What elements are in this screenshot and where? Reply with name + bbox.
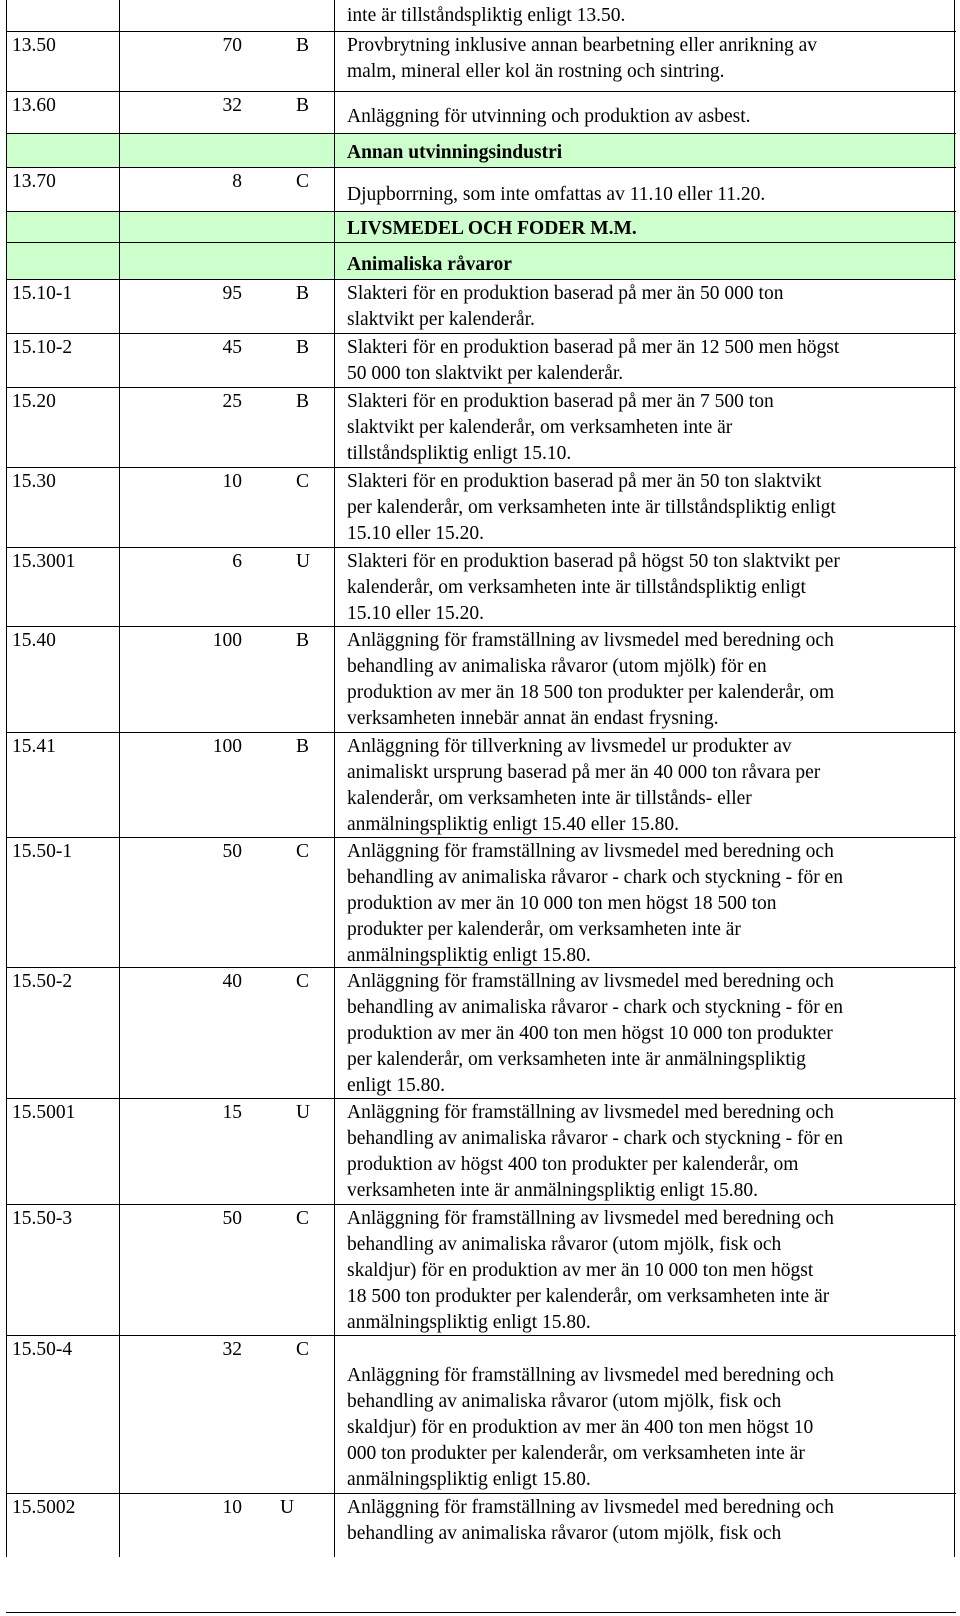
column-divider — [119, 838, 120, 967]
column-divider — [6, 334, 7, 387]
description-line: Djupborrning, som inte omfattas av 11.10 eller 11.20. — [347, 184, 766, 205]
activity-description — [347, 734, 952, 838]
description-line: 000 ton produkter per kalenderår, om verksamheten inte är — [347, 1443, 805, 1464]
description-line: per kalenderår, om verksamheten inte är anmälningspliktig — [347, 1049, 806, 1070]
table-row — [6, 1335, 956, 1493]
description-line: Anläggning för framställning av livsmedel med beredning och — [347, 630, 834, 651]
column-divider — [334, 838, 335, 967]
fee-number: 32 — [222, 1339, 242, 1360]
column-divider — [6, 134, 7, 167]
column-divider — [119, 548, 120, 626]
column-divider — [334, 92, 335, 133]
permit-class: U — [296, 1102, 311, 1123]
fee-number: 95 — [222, 283, 242, 304]
description-line: behandling av animaliska råvaror (utom mjölk, fisk och — [347, 1234, 782, 1255]
column-divider — [954, 168, 955, 211]
column-divider — [119, 627, 120, 732]
activity-description — [347, 469, 952, 547]
description-line: LIVSMEDEL OCH FODER M.M. — [347, 218, 637, 239]
column-divider — [119, 92, 120, 133]
activity-code: 15.50-4 — [12, 1339, 73, 1360]
description-line: Slakteri för en produktion baserad på mer än 7 500 ton — [347, 391, 774, 412]
description-line: Slakteri för en produktion baserad på högst 50 ton slaktvikt per — [347, 551, 840, 572]
table-row — [6, 547, 956, 626]
table-row — [6, 31, 956, 91]
description-line: animaliskt ursprung baserad på mer än 40 000 ton råvara per — [347, 762, 821, 783]
column-divider — [6, 733, 7, 837]
description-line: behandling av animaliska råvaror - chark och styckning - för en — [347, 1128, 843, 1149]
table-row — [6, 167, 956, 211]
description-line: Anläggning för framställning av livsmedel med beredning och — [347, 971, 834, 992]
fee-number: 50 — [222, 841, 242, 862]
column-divider — [954, 388, 955, 467]
description-line: anmälningspliktig enligt 15.40 eller 15.80. — [347, 814, 679, 835]
activity-description — [347, 1206, 952, 1336]
section-heading-row — [6, 211, 956, 242]
permit-class: B — [296, 283, 310, 304]
column-divider — [334, 134, 335, 167]
column-divider — [6, 388, 7, 467]
fee-number: 8 — [232, 171, 242, 192]
column-divider — [119, 280, 120, 333]
column-divider — [334, 968, 335, 1098]
table-row — [6, 467, 956, 547]
description-line: produktion av högst 400 ton produkter per kalenderår, om — [347, 1154, 799, 1175]
description-line: inte är tillståndspliktig enligt 13.50. — [347, 5, 626, 26]
permit-class: B — [296, 35, 310, 56]
column-divider — [119, 733, 120, 837]
column-divider — [334, 212, 335, 242]
activity-code: 13.50 — [12, 35, 56, 56]
activity-code: 13.70 — [12, 171, 56, 192]
column-divider — [954, 1336, 955, 1493]
activity-code: 15.50-2 — [12, 971, 73, 992]
activity-code: 15.41 — [12, 736, 56, 757]
activity-code: 15.30 — [12, 471, 56, 492]
column-divider — [334, 1494, 335, 1557]
fee-number: 40 — [222, 971, 242, 992]
column-divider — [119, 388, 120, 467]
column-divider — [954, 1205, 955, 1335]
column-divider — [334, 280, 335, 333]
activity-code: 15.50-1 — [12, 841, 73, 862]
description-line: behandling av animaliska råvaror (utom mjölk, fisk och — [347, 1523, 782, 1544]
description-line: slaktvikt per kalenderår. — [347, 309, 535, 330]
activity-description — [347, 969, 952, 1099]
column-divider — [119, 1205, 120, 1335]
fee-number: 15 — [222, 1102, 242, 1123]
column-divider — [954, 1099, 955, 1204]
description-line: produktion av mer än 10 000 ton men högst 18 500 ton — [347, 893, 777, 914]
column-divider — [6, 968, 7, 1098]
description-line: produktion av mer än 18 500 ton produkter per kalenderår, om — [347, 682, 835, 703]
table-row — [6, 1493, 956, 1557]
activity-description — [347, 839, 952, 969]
fee-number: 45 — [222, 337, 242, 358]
activity-code: 15.10-1 — [12, 283, 73, 304]
description-line: 15.10 eller 15.20. — [347, 523, 485, 544]
table-row — [6, 967, 956, 1098]
fee-number: 32 — [222, 95, 242, 116]
table-row — [6, 0, 956, 31]
description-line: anmälningspliktig enligt 15.80. — [347, 945, 591, 966]
description-line: verksamheten inte är anmälningspliktig enligt 15.80. — [347, 1180, 759, 1201]
activity-code: 15.50-3 — [12, 1208, 73, 1229]
activity-description — [347, 104, 952, 130]
column-divider — [119, 968, 120, 1098]
column-divider — [954, 32, 955, 91]
permit-class: C — [296, 171, 310, 192]
column-divider — [6, 1494, 7, 1557]
column-divider — [954, 92, 955, 133]
column-divider — [6, 212, 7, 242]
activity-code: 15.3001 — [12, 551, 76, 572]
section-heading-row — [6, 133, 956, 167]
description-line: malm, mineral eller kol än rostning och sintring. — [347, 61, 725, 82]
column-divider — [6, 0, 7, 31]
activity-description — [347, 389, 952, 467]
column-divider — [119, 1336, 120, 1493]
column-divider — [6, 548, 7, 626]
fee-number: 25 — [222, 391, 242, 412]
permit-class: C — [296, 1339, 310, 1360]
column-divider — [954, 134, 955, 167]
column-divider — [6, 468, 7, 547]
column-divider — [954, 838, 955, 967]
activity-description — [347, 281, 952, 333]
activity-description — [347, 1363, 952, 1493]
fee-number: 100 — [212, 630, 242, 651]
permit-class: B — [296, 337, 310, 358]
activity-description — [347, 182, 952, 208]
description-line: behandling av animaliska råvaror (utom mjölk) för en — [347, 656, 767, 677]
description-line: Anläggning för framställning av livsmedel med beredning och — [347, 841, 834, 862]
column-divider — [119, 243, 120, 279]
column-divider — [334, 627, 335, 732]
column-divider — [6, 280, 7, 333]
column-divider — [954, 212, 955, 242]
column-divider — [119, 334, 120, 387]
description-line: behandling av animaliska råvaror - chark och styckning - för en — [347, 867, 843, 888]
description-line: Anläggning för utvinning och produktion av asbest. — [347, 106, 751, 127]
description-line: 15.10 eller 15.20. — [347, 603, 485, 624]
activity-code: 15.5002 — [12, 1497, 76, 1518]
section-heading-row — [6, 242, 956, 279]
table-row — [6, 626, 956, 732]
column-divider — [954, 243, 955, 279]
column-divider — [334, 1099, 335, 1204]
description-line: slaktvikt per kalenderår, om verksamheten inte är — [347, 417, 733, 438]
column-divider — [954, 0, 955, 31]
activity-code: 15.10-2 — [12, 337, 73, 358]
activity-code: 13.60 — [12, 95, 56, 116]
table-row — [6, 837, 956, 967]
column-divider — [6, 1205, 7, 1335]
table-bottom-border — [6, 1612, 956, 1613]
description-line: 50 000 ton slaktvikt per kalenderår. — [347, 363, 624, 384]
column-divider — [954, 548, 955, 626]
description-line: anmälningspliktig enligt 15.80. — [347, 1469, 591, 1490]
description-line: Slakteri för en produktion baserad på mer än 50 ton slaktvikt — [347, 471, 822, 492]
permit-class: C — [296, 971, 310, 992]
permit-class: B — [296, 391, 310, 412]
description-line: verksamheten innebär annat än endast frysning. — [347, 708, 719, 729]
description-line: Anläggning för tillverkning av livsmedel ur produkter av — [347, 736, 792, 757]
activity-description — [347, 1495, 952, 1547]
column-divider — [6, 92, 7, 133]
permit-class: C — [296, 841, 310, 862]
column-divider — [334, 32, 335, 91]
column-divider — [334, 334, 335, 387]
column-divider — [954, 1494, 955, 1557]
table-row — [6, 387, 956, 467]
column-divider — [119, 468, 120, 547]
permit-class: B — [296, 736, 310, 757]
column-divider — [334, 733, 335, 837]
column-divider — [6, 168, 7, 211]
description-line: Annan utvinningsindustri — [347, 142, 563, 163]
description-line: Provbrytning inklusive annan bearbetning eller anrikning av — [347, 35, 818, 56]
column-divider — [119, 0, 120, 31]
description-line: produktion av mer än 400 ton men högst 10 000 ton produkter — [347, 1023, 833, 1044]
column-divider — [334, 1336, 335, 1493]
column-divider — [334, 388, 335, 467]
column-divider — [954, 280, 955, 333]
activity-description — [347, 33, 952, 85]
column-divider — [334, 0, 335, 31]
permit-class: U — [280, 1497, 295, 1518]
column-divider — [954, 627, 955, 732]
column-divider — [334, 468, 335, 547]
activity-code: 15.40 — [12, 630, 56, 651]
description-line: skaldjur) för en produktion av mer än 400 ton men högst 10 — [347, 1417, 814, 1438]
description-line: anmälningspliktig enligt 15.80. — [347, 1312, 591, 1333]
activity-description — [347, 628, 952, 732]
fee-number: 6 — [232, 551, 242, 572]
table-row — [6, 1098, 956, 1204]
section-heading — [347, 216, 952, 242]
description-line: Anläggning för framställning av livsmedel med beredning och — [347, 1365, 834, 1386]
fee-number: 10 — [222, 1497, 242, 1518]
column-divider — [119, 212, 120, 242]
column-divider — [334, 168, 335, 211]
activity-description — [347, 3, 952, 29]
description-line: produkter per kalenderår, om verksamheten inte är — [347, 919, 741, 940]
column-divider — [954, 468, 955, 547]
column-divider — [954, 968, 955, 1098]
column-divider — [6, 243, 7, 279]
description-line: behandling av animaliska råvaror (utom mjölk, fisk och — [347, 1391, 782, 1412]
description-line: kalenderår, om verksamheten inte är tillståndspliktig enligt — [347, 577, 806, 598]
fee-number: 100 — [212, 736, 242, 757]
column-divider — [954, 334, 955, 387]
description-line: tillståndspliktig enligt 15.10. — [347, 443, 572, 464]
activity-code: 15.5001 — [12, 1102, 76, 1123]
column-divider — [6, 627, 7, 732]
description-line: behandling av animaliska råvaror - chark och styckning - för en — [347, 997, 843, 1018]
description-line: 18 500 ton produkter per kalenderår, om verksamheten inte är — [347, 1286, 830, 1307]
description-line: Slakteri för en produktion baserad på mer än 12 500 men högst — [347, 337, 840, 358]
column-divider — [6, 1336, 7, 1493]
column-divider — [119, 168, 120, 211]
table-row — [6, 1204, 956, 1335]
permit-class: B — [296, 95, 310, 116]
description-line: Slakteri för en produktion baserad på mer än 50 000 ton — [347, 283, 784, 304]
activity-description — [347, 335, 952, 387]
column-divider — [6, 32, 7, 91]
description-line: kalenderår, om verksamheten inte är tillstånds- eller — [347, 788, 752, 809]
permit-class: B — [296, 630, 310, 651]
column-divider — [334, 243, 335, 279]
table-row — [6, 91, 956, 133]
table-row — [6, 279, 956, 333]
column-divider — [119, 1099, 120, 1204]
description-line: enligt 15.80. — [347, 1075, 446, 1096]
description-line: Anläggning för framställning av livsmedel med beredning och — [347, 1102, 834, 1123]
fee-number: 10 — [222, 471, 242, 492]
activity-description — [347, 1100, 952, 1204]
description-line: Anläggning för framställning av livsmedel med beredning och — [347, 1208, 834, 1229]
description-line: Animaliska råvaror — [347, 254, 512, 275]
column-divider — [119, 1494, 120, 1557]
section-heading — [347, 252, 952, 278]
column-divider — [334, 548, 335, 626]
permit-class: C — [296, 1208, 310, 1229]
column-divider — [6, 838, 7, 967]
column-divider — [119, 32, 120, 91]
table-row — [6, 333, 956, 387]
table-row — [6, 732, 956, 837]
description-line: per kalenderår, om verksamheten inte är tillståndspliktig enligt — [347, 497, 836, 518]
column-divider — [954, 733, 955, 837]
fee-number: 70 — [222, 35, 242, 56]
activity-description — [347, 549, 952, 627]
description-line: skaldjur) för en produktion av mer än 10 000 ton men högst — [347, 1260, 814, 1281]
column-divider — [119, 134, 120, 167]
column-divider — [334, 1205, 335, 1335]
fee-number: 50 — [222, 1208, 242, 1229]
permit-class: U — [296, 551, 311, 572]
section-heading — [347, 140, 952, 166]
permit-class: C — [296, 471, 310, 492]
description-line: Anläggning för framställning av livsmedel med beredning och — [347, 1497, 834, 1518]
activity-code: 15.20 — [12, 391, 56, 412]
column-divider — [6, 1099, 7, 1204]
